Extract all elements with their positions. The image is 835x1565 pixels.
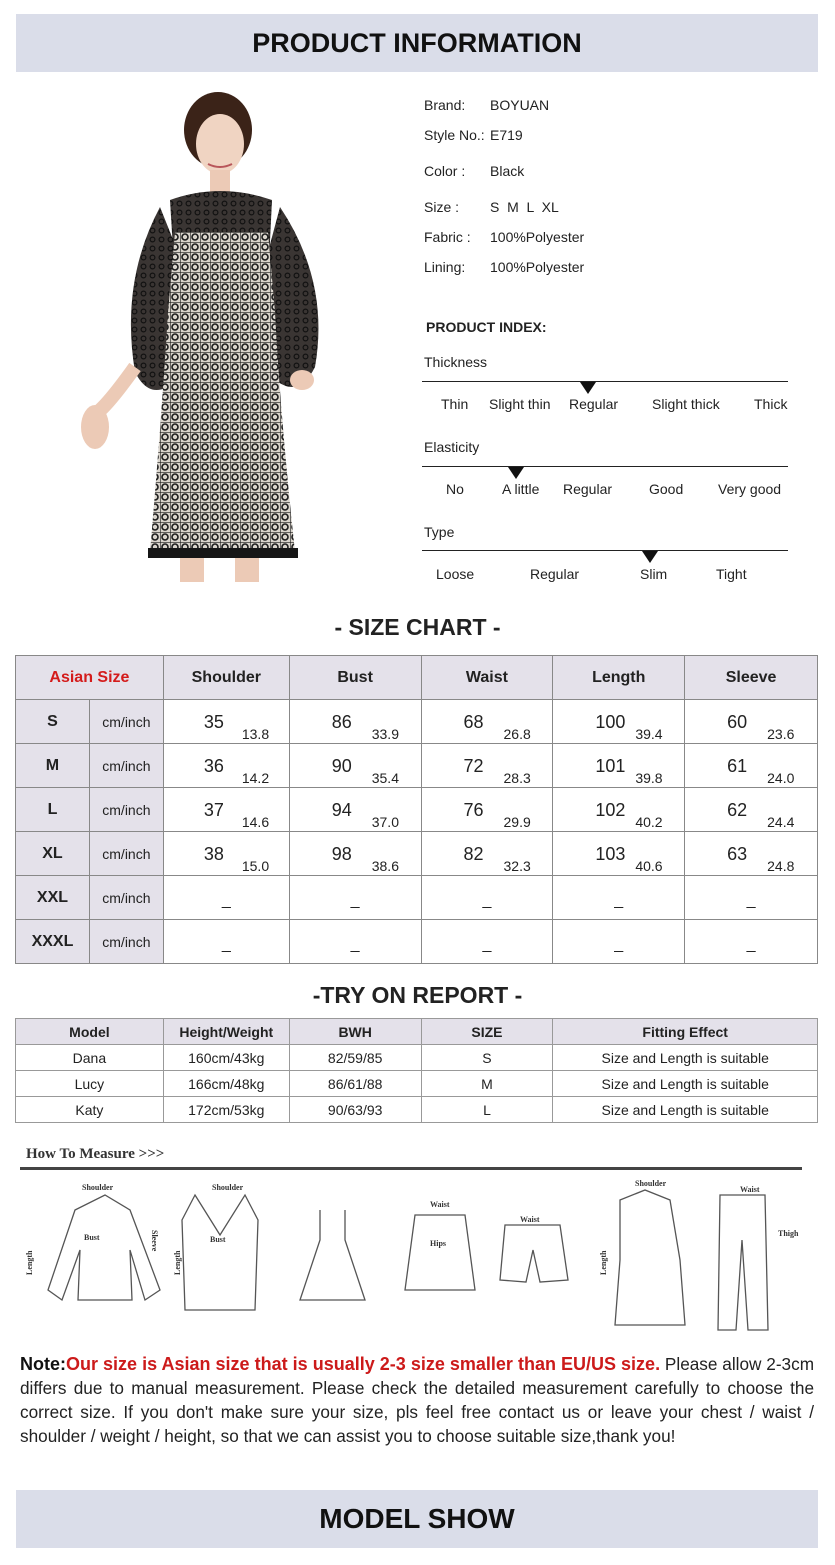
type-option: Tight (716, 566, 747, 582)
value-inch: 39.4 (635, 726, 663, 742)
type-option: Loose (436, 566, 475, 582)
measurement-cell (163, 832, 289, 876)
measure-label-length: Length (173, 1250, 182, 1275)
unit-label: cm/inch (89, 700, 163, 744)
empty-value: _ (614, 936, 624, 953)
try-on-cell: Size and Length is suitable (553, 1097, 818, 1123)
value-cm: 90 (331, 756, 352, 776)
value-cm: 94 (331, 800, 352, 820)
measure-label-bust: Bust (84, 1233, 100, 1242)
measurement-cell (163, 920, 289, 964)
measurement-cell (685, 744, 818, 788)
value-cm: 82 (463, 844, 484, 864)
try-on-cell: Katy (16, 1097, 164, 1123)
value-inch: 24.8 (767, 858, 795, 874)
value-cm: 36 (203, 756, 224, 776)
value-inch: 39.8 (635, 770, 663, 786)
measurement-cell (289, 788, 421, 832)
measurement-cell (421, 700, 553, 744)
value-inch: 32.3 (503, 858, 531, 874)
value-inch: 26.8 (503, 726, 531, 742)
value-inch: 40.6 (635, 858, 663, 874)
header-model: Model (16, 1019, 164, 1045)
measurement-cell (163, 788, 289, 832)
measurement-cell (289, 700, 421, 744)
info-key: Brand: (424, 97, 466, 113)
measure-label-shoulder: Shoulder (635, 1179, 667, 1188)
measure-label-shoulder: Shoulder (212, 1183, 244, 1192)
measurement-cell (685, 876, 818, 920)
empty-value: _ (746, 936, 756, 953)
value-cm: 98 (331, 844, 352, 864)
size-row (16, 700, 818, 744)
measurement-cell (421, 920, 553, 964)
try-on-cell: M (421, 1071, 553, 1097)
value-cm: 35 (203, 712, 224, 732)
value-inch: 37.0 (371, 814, 399, 830)
value-inch: 13.8 (241, 726, 270, 742)
measurement-cell (553, 920, 685, 964)
try-on-cell: 172cm/53kg (163, 1097, 289, 1123)
size-row (16, 920, 818, 964)
measurement-cell (421, 744, 553, 788)
elasticity-marker-icon (508, 467, 524, 479)
type-scale-line (422, 550, 788, 551)
empty-value: _ (746, 892, 756, 909)
measurement-cell (553, 744, 685, 788)
try-on-cell: S (421, 1045, 553, 1071)
header-sleeve: Sleeve (685, 656, 818, 700)
info-value: 100%Polyester (490, 229, 585, 245)
value-cm: 38 (203, 844, 224, 864)
try-on-cell: Size and Length is suitable (553, 1045, 818, 1071)
unit-label: cm/inch (89, 788, 163, 832)
measurement-cell (421, 876, 553, 920)
value-cm: 60 (727, 712, 748, 732)
try-on-row (16, 1071, 818, 1097)
thickness-option: Thin (441, 396, 469, 412)
value-cm: 72 (463, 756, 484, 776)
thickness-option: Regular (569, 396, 619, 412)
info-key: Size : (424, 199, 460, 215)
empty-value: _ (350, 892, 360, 909)
value-inch: 14.2 (241, 770, 270, 786)
measure-label-waist: Waist (740, 1185, 760, 1194)
measurement-cell (421, 788, 553, 832)
thickness-option: Slight thick (652, 396, 720, 412)
header-waist: Waist (421, 656, 553, 700)
thickness-label: Thickness (424, 354, 488, 370)
value-inch: 38.6 (371, 858, 399, 874)
measure-label-length: Length (599, 1250, 608, 1275)
size-label: S (16, 700, 90, 744)
value-inch: 15.0 (241, 858, 270, 874)
measurement-cell (421, 832, 553, 876)
try-on-table (15, 1018, 818, 1123)
info-value: BOYUAN (490, 97, 550, 113)
type-option: Slim (640, 566, 668, 582)
measurement-cell (163, 700, 289, 744)
thickness-option: Thick (754, 396, 788, 412)
how-to-measure-title: How To Measure >>> (26, 1146, 165, 1162)
value-cm: 63 (727, 844, 748, 864)
measurement-cell (553, 832, 685, 876)
info-value: E719 (490, 127, 523, 143)
elasticity-scale-line (422, 466, 788, 467)
measurement-cell (163, 744, 289, 788)
try-on-cell: 160cm/43kg (163, 1045, 289, 1071)
value-inch: 35.4 (371, 770, 399, 786)
empty-value: _ (221, 892, 231, 909)
info-key: Color : (424, 163, 466, 179)
measurement-cell (685, 788, 818, 832)
measurement-cell (685, 920, 818, 964)
value-inch: 28.3 (503, 770, 531, 786)
try-on-cell: Dana (16, 1045, 164, 1071)
try-on-row (16, 1045, 818, 1071)
measurement-cell (553, 876, 685, 920)
measure-label-shoulder: Shoulder (82, 1183, 114, 1192)
unit-label: cm/inch (89, 744, 163, 788)
try-on-body (16, 1045, 818, 1123)
try-on-row (16, 1097, 818, 1123)
measurement-cell (685, 700, 818, 744)
unit-label: cm/inch (89, 920, 163, 964)
size-row (16, 744, 818, 788)
thickness-marker-icon (580, 382, 596, 394)
elasticity-option: Regular (563, 481, 613, 497)
empty-value: _ (482, 936, 492, 953)
product-photo (40, 82, 390, 582)
value-cm: 62 (727, 800, 748, 820)
info-value: S M L XL (490, 199, 559, 215)
product-information-banner: PRODUCT INFORMATION (16, 14, 818, 72)
size-chart-title: - SIZE CHART - (334, 614, 501, 640)
value-inch: 24.4 (767, 814, 795, 830)
value-cm: 76 (463, 800, 484, 820)
try-on-title: -TRY ON REPORT - (312, 982, 523, 1008)
measurement-cell (553, 700, 685, 744)
type-option: Regular (530, 566, 580, 582)
value-cm: 86 (331, 712, 352, 732)
size-row (16, 832, 818, 876)
value-inch: 29.9 (503, 814, 531, 830)
try-on-cell: 166cm/48kg (163, 1071, 289, 1097)
empty-value: _ (614, 892, 624, 909)
measurement-cell (163, 876, 289, 920)
value-inch: 14.6 (241, 814, 270, 830)
measure-label-sleeve: Sleeve (150, 1230, 159, 1252)
type-marker-icon (642, 551, 658, 563)
measure-label-thigh: Thigh (778, 1229, 799, 1238)
value-inch: 40.2 (635, 814, 663, 830)
header-height-weight: Height/Weight (163, 1019, 289, 1045)
info-value: 100%Polyester (490, 259, 585, 275)
header-asian-size: Asian Size (16, 656, 164, 700)
size-row (16, 788, 818, 832)
size-note (20, 1352, 814, 1448)
model-show-banner: MODEL SHOW (16, 1490, 818, 1548)
info-key: Style No.: (424, 127, 485, 143)
value-inch: 24.0 (767, 770, 795, 786)
try-on-header-row (16, 1019, 818, 1045)
size-chart-header-row (16, 656, 818, 700)
size-label: XL (16, 832, 90, 876)
try-on-cell: Size and Length is suitable (553, 1071, 818, 1097)
header-shoulder: Shoulder (163, 656, 289, 700)
measure-label-hips: Hips (430, 1239, 447, 1248)
measurement-cell (289, 876, 421, 920)
header-bwh: BWH (289, 1019, 421, 1045)
size-row (16, 876, 818, 920)
try-on-cell: 86/61/88 (289, 1071, 421, 1097)
size-label: XXL (16, 876, 90, 920)
info-value: Black (490, 163, 525, 179)
value-cm: 61 (727, 756, 748, 776)
measure-label-bust: Bust (210, 1235, 226, 1244)
unit-label: cm/inch (89, 832, 163, 876)
measurement-cell (289, 920, 421, 964)
measurement-cell (289, 744, 421, 788)
header-size: SIZE (421, 1019, 553, 1045)
value-cm: 68 (463, 712, 484, 732)
elasticity-option: No (446, 481, 464, 497)
size-label: M (16, 744, 90, 788)
size-label: XXXL (16, 920, 90, 964)
value-cm: 102 (595, 800, 626, 820)
thickness-option: Slight thin (489, 396, 551, 412)
info-key: Lining: (424, 259, 466, 275)
measure-label-waist: Waist (430, 1200, 450, 1209)
measure-label-length: Length (25, 1250, 34, 1275)
try-on-cell: Lucy (16, 1071, 164, 1097)
value-cm: 101 (595, 756, 626, 776)
measurement-cell (289, 832, 421, 876)
how-to-measure-illustration (20, 1140, 810, 1340)
empty-value: _ (221, 936, 231, 953)
elasticity-option: Good (649, 481, 684, 497)
elasticity-option: Very good (718, 481, 782, 497)
try-on-cell: 90/63/93 (289, 1097, 421, 1123)
measurement-cell (553, 788, 685, 832)
unit-label: cm/inch (89, 876, 163, 920)
header-length: Length (553, 656, 685, 700)
value-inch: 23.6 (767, 726, 795, 742)
info-key: Fabric : (424, 229, 471, 245)
note-body: Please allow 2-3cm differs due to manual measurement. Please check the detailed measurement carefully to choose the correct size. If you don't make sure your size, pls feel free contact us or leave your chest / waist / shoulder / weight / height, so that we can assist you to choose suitable size,thank you! (20, 1354, 815, 1446)
try-on-cell: L (421, 1097, 553, 1123)
header-bust: Bust (289, 656, 421, 700)
value-cm: 100 (595, 712, 626, 732)
try-on-cell: 82/59/85 (289, 1045, 421, 1071)
measure-label-waist: Waist (520, 1215, 540, 1224)
empty-value: _ (350, 936, 360, 953)
size-label: L (16, 788, 90, 832)
size-chart-body (16, 700, 818, 964)
product-index-title: PRODUCT INDEX: (426, 319, 547, 335)
measurement-cell (685, 832, 818, 876)
value-cm: 103 (595, 844, 626, 864)
elasticity-label: Elasticity (424, 439, 480, 455)
type-label: Type (424, 524, 455, 540)
thickness-scale-line (422, 381, 788, 382)
value-inch: 33.9 (371, 726, 399, 742)
note-lead: Note: (20, 1354, 66, 1374)
header-fitting-effect: Fitting Effect (553, 1019, 818, 1045)
empty-value: _ (482, 892, 492, 909)
size-chart-table (15, 655, 818, 964)
note-highlight: Our size is Asian size that is usually 2-3 size smaller than EU/US size. (66, 1354, 661, 1374)
elasticity-option: A little (502, 481, 540, 497)
value-cm: 37 (203, 800, 224, 820)
